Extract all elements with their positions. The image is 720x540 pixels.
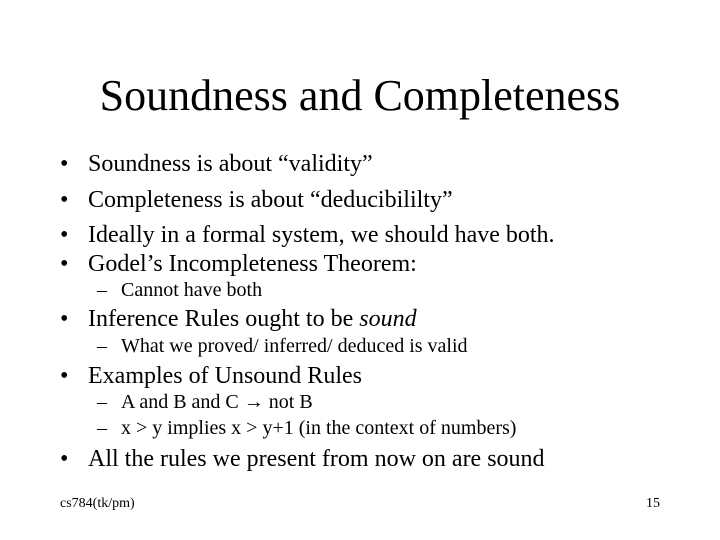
sub-bullet-text: A and B and C → not B bbox=[121, 391, 313, 413]
bullet-text: All the rules we present from now on are sound bbox=[88, 446, 545, 472]
footer-course-label: cs784(tk/pm) bbox=[60, 496, 135, 511]
emphasized-word: sound bbox=[359, 306, 417, 332]
bullet-marker: • bbox=[60, 251, 69, 277]
bullet-text: Examples of Unsound Rules bbox=[88, 363, 362, 389]
bullet-text: Ideally in a formal system, we should have both. bbox=[88, 222, 555, 248]
bullet-text: Soundness is about “validity” bbox=[88, 151, 373, 177]
page-number: 15 bbox=[646, 496, 660, 511]
bullet-marker: • bbox=[60, 187, 69, 213]
bullet-text: Completeness is about “deducibililty” bbox=[88, 187, 453, 213]
sub-bullet-marker: – bbox=[97, 417, 107, 439]
bullet-marker: • bbox=[60, 446, 69, 472]
sub-bullet-text: x > y implies x > y+1 (in the context of numbers) bbox=[121, 417, 517, 439]
bullet-marker: • bbox=[60, 306, 69, 332]
bullet-text-plain: Inference Rules ought to be bbox=[88, 306, 360, 332]
sub-bullet-marker: – bbox=[97, 391, 107, 413]
sub-bullet-text: What we proved/ inferred/ deduced is valid bbox=[121, 335, 468, 357]
bullet-text: Godel’s Incompleteness Theorem: bbox=[88, 251, 417, 277]
bullet-marker: • bbox=[60, 363, 69, 389]
sub-bullet-marker: – bbox=[97, 335, 107, 357]
sub-bullet-marker: – bbox=[97, 279, 107, 301]
bullet-text bbox=[88, 305, 417, 333]
bullet-marker: • bbox=[60, 151, 69, 177]
bullet-marker: • bbox=[60, 222, 69, 248]
sub-bullet-text: Cannot have both bbox=[121, 279, 263, 301]
slide-title: Soundness and Completeness bbox=[99, 71, 621, 120]
